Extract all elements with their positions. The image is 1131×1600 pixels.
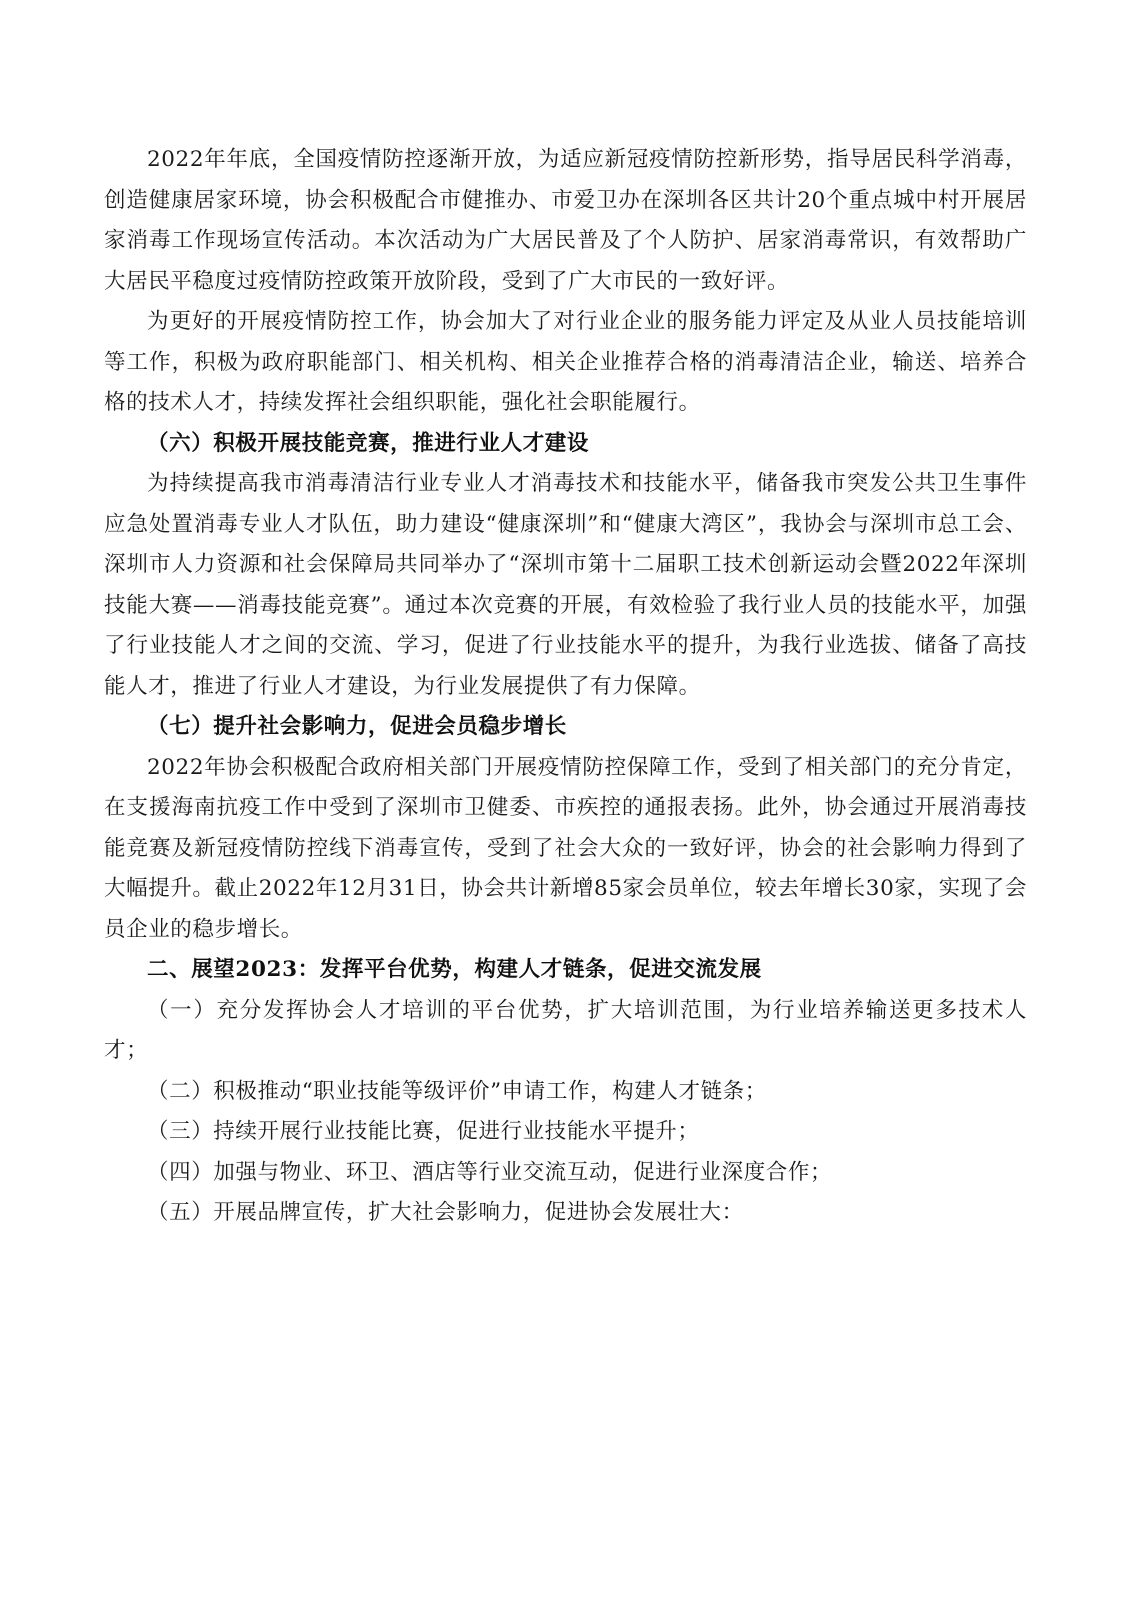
outlook-heading: 二、展望2023：发挥平台优势，构建人才链条，促进交流发展 — [147, 957, 762, 982]
outlook-item-3: （三）持续开展行业技能比赛，促进行业技能水平提升； — [147, 1119, 700, 1144]
outlook-item-2: （二）积极推动“职业技能等级评价”申请工作，构建人才链条； — [147, 1078, 767, 1104]
section-6-heading: （六）积极开展技能竞赛，推进行业人才建设 — [147, 430, 590, 456]
outlook-item-4: （四）加强与物业、环卫、酒店等行业交流互动，促进行业深度合作； — [147, 1159, 833, 1185]
outlook-item-1: （一）充分发挥协会人才培训的平台优势，扩大培训范围，为行业培养输送更多技术人才； — [104, 997, 1027, 1063]
document-page — [104, 140, 1027, 1234]
paragraph-home-disinfection-campaign: 2022年年底，全国疫情防控逐渐开放，为适应新冠疫情防控新形势，指导居民科学消毒，创造健康居家环境，协会积极配合市健推办、市爱卫办在深圳各区共计20个重点城中村开展居家消毒工作现场宣传活动。本次活动为广大居民普及了个人防护、居家消毒常识，有效帮助广大居民平稳度过疫情防控政策开放阶段，受到了广大市民的一致好评。 — [104, 147, 1027, 294]
paragraph-service-evaluation: 为更好的开展疫情防控工作，协会加大了对行业企业的服务能力评定及从业人员技能培训等工作，积极为政府职能部门、相关机构、相关企业推荐合格的消毒清洁企业，输送、培养合格的技术人才，持续发挥社会组织职能，强化社会职能履行。 — [104, 309, 1027, 415]
section-7-body: 2022年协会积极配合政府相关部门开展疫情防控保障工作，受到了相关部门的充分肯定，在支援海南抗疫工作中受到了深圳市卫健委、市疾控的通报表扬。此外，协会通过开展消毒技能竞赛及新冠疫情防控线下消毒宣传，受到了社会大众的一致好评，协会的社会影响力得到了大幅提升。截止2022年12月31日，协会共计新增85家会员单位，较去年增长30家，实现了会员企业的稳步增长。 — [104, 754, 1027, 942]
section-7-heading: （七）提升社会影响力，促进会员稳步增长 — [147, 714, 567, 739]
outlook-item-5: （五）开展品牌宣传，扩大社会影响力，促进协会发展壮大： — [147, 1200, 744, 1225]
section-6-body: 为持续提高我市消毒清洁行业专业人才消毒技术和技能水平，储备我市突发公共卫生事件应急处置消毒专业人才队伍，助力建设“健康深圳”和“健康大湾区”，我协会与深圳市总工会、深圳市人力资源和社会保障局共同举办了“深圳市第十二届职工技术创新运动会暨2022年深圳技能大赛——消毒技能竞赛”。通过本次竞赛的开展，有效检验了我行业人员的技能水平，加强了行业技能人才之间的交流、学习，促进了行业技能水平的提升，为我行业选拔、储备了高技能人才，推进了行业人才建设，为行业发展提供了有力保障。 — [104, 471, 1027, 699]
